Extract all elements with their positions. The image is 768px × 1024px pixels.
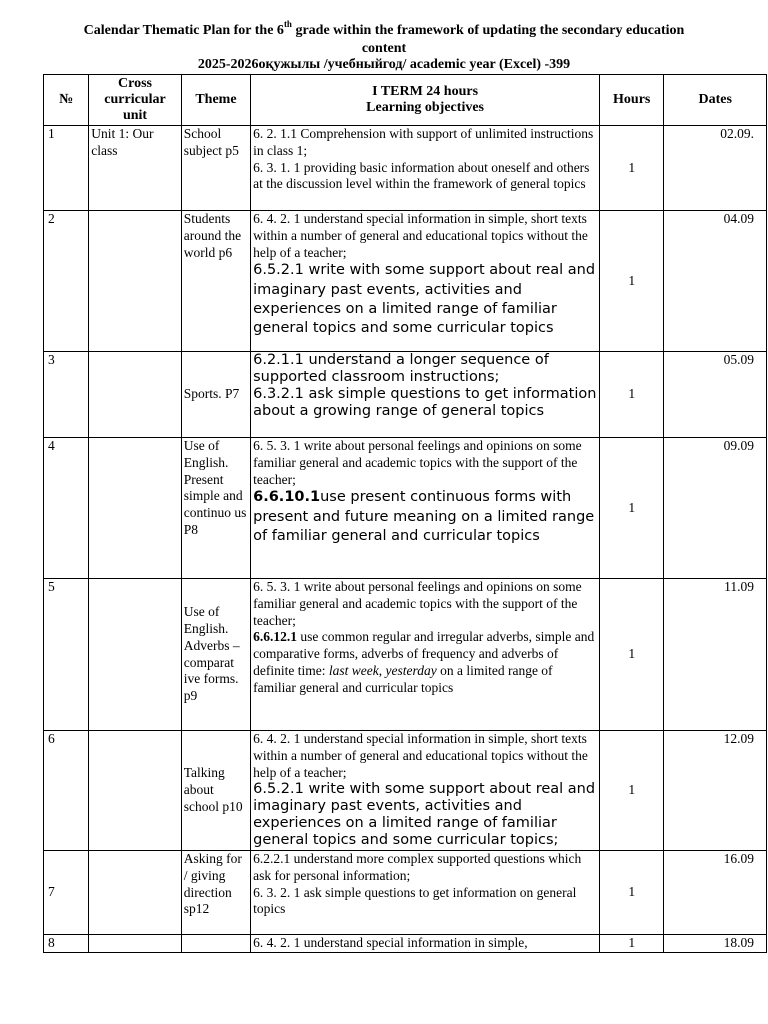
objective-text: 6. 4. 2. 1 understand special information in simple, short texts within a number of general and educational topics without the help of a teacher; <box>253 211 588 260</box>
table-row <box>44 579 767 731</box>
thematic-plan-table <box>43 74 767 953</box>
row-number: 2 <box>44 211 89 352</box>
col-header-dates: Dates <box>664 75 767 126</box>
date-cell: 02.09. <box>664 126 767 211</box>
hours-cell: 1 <box>600 579 664 731</box>
objective-example: last week <box>328 662 379 678</box>
objective-text: 6. 4. 2. 1 understand special information in simple, short texts within a number of general and educational topics without the help of a teacher; <box>253 731 588 780</box>
table-row <box>44 851 767 935</box>
unit-cell <box>89 851 182 935</box>
date-cell: 11.09 <box>664 579 767 731</box>
objectives-label: Learning objectives <box>366 100 484 115</box>
table-row <box>44 352 767 438</box>
objectives-cell <box>251 851 600 935</box>
objectives-cell <box>251 731 600 851</box>
objective-text: 6.2.2.1 understand more complex supported questions which ask for personal information; <box>253 851 582 883</box>
table-row <box>44 731 767 851</box>
hours-cell: 1 <box>600 731 664 851</box>
hours-cell: 1 <box>600 126 664 211</box>
unit-cell <box>89 211 182 352</box>
objective-text: 6. 4. 2. 1 understand special information in simple, <box>253 935 528 950</box>
theme-cell: Asking for / giving direction sp12 <box>181 851 250 935</box>
objectives-cell <box>251 126 600 211</box>
date-cell: 18.09 <box>664 935 767 953</box>
theme-cell: Use of English. Adverbs – comparat ive forms. p9 <box>181 579 250 731</box>
objective-text: on a limited range of familiar general and curricular topics <box>253 662 553 695</box>
document-title-line1: Calendar Thematic Plan for the 6th grade within the framework of updating the secondary education <box>83 19 685 38</box>
date-cell: 09.09 <box>664 438 767 579</box>
table-row <box>44 935 767 953</box>
unit-cell <box>89 731 182 851</box>
objective-text: 6. 5. 3. 1 write about personal feelings and opinions on some familiar general and academic topics with the support of the teacher; <box>253 438 582 487</box>
objective-text: 6.3.2.1 ask simple questions to get information about a growing range of general topics <box>253 386 597 419</box>
theme-cell: Use of English. Present simple and continuo us P8 <box>181 438 250 579</box>
objective-code: 6.6.12.1 <box>253 629 297 645</box>
row-number: 5 <box>44 579 89 731</box>
objective-text: 6. 2. 1.1 Comprehension with support of unlimited instructions in class 1; <box>253 126 594 158</box>
unit-cell <box>89 352 182 438</box>
objectives-cell <box>251 935 600 953</box>
table-row <box>44 211 767 352</box>
col-header-theme: Theme <box>181 75 250 126</box>
table-row <box>44 438 767 579</box>
row-number: 4 <box>44 438 89 579</box>
objective-text: 6. 5. 3. 1 write about personal feelings and opinions on some familiar general and academic topics with the support of the teacher; <box>253 579 582 628</box>
objective-code: 6.6.10.1 <box>253 489 321 506</box>
objective-text: use common regular and irregular adverbs, simple and comparative forms, adverbs of frequency and adverbs of definite time: <box>253 629 595 678</box>
date-cell: 04.09 <box>664 211 767 352</box>
objective-text: 6.2.1.1 understand a longer sequence of supported classroom instructions; <box>253 352 549 385</box>
objectives-cell <box>251 438 600 579</box>
objectives-cell <box>251 579 600 731</box>
row-number: 1 <box>44 126 89 211</box>
hours-cell: 1 <box>600 935 664 953</box>
hours-cell: 1 <box>600 211 664 352</box>
objective-text: 6.5.2.1 write with some support about real and imaginary past events, activities and experiences on a limited range of familiar general topics and some curricular topics; <box>253 781 596 849</box>
theme-cell: Sports. P7 <box>181 352 250 438</box>
hours-cell: 1 <box>600 851 664 935</box>
unit-cell <box>89 438 182 579</box>
col-header-number: № <box>44 75 89 126</box>
theme-cell <box>181 935 250 953</box>
objectives-cell <box>251 352 600 438</box>
objective-text: use present continuous forms with present and future meaning on a limited range of familiar general and curricular topics <box>253 489 595 544</box>
hours-cell: 1 <box>600 438 664 579</box>
objective-example: yesterday <box>385 662 437 678</box>
academic-year-line: 2025-2026оқужылы /учебныйгод/ academic year (Excel) -399 <box>197 57 571 72</box>
col-header-hours: Hours <box>600 75 664 126</box>
col-header-objectives <box>251 75 600 126</box>
row-number: 3 <box>44 352 89 438</box>
hours-cell: 1 <box>600 352 664 438</box>
date-cell: 05.09 <box>664 352 767 438</box>
objective-text: 6. 3. 1. 1 providing basic information about oneself and others at the discussion level within the framework of general topics <box>253 159 590 192</box>
unit-cell <box>89 579 182 731</box>
term-label: I TERM 24 hours <box>372 84 479 99</box>
table-row <box>44 126 767 211</box>
date-cell: 16.09 <box>664 851 767 935</box>
table-header-row <box>44 75 767 126</box>
theme-cell: School subject p5 <box>181 126 250 211</box>
theme-cell: Students around the world p6 <box>181 211 250 352</box>
date-cell: 12.09 <box>664 731 767 851</box>
objective-separator: , <box>378 662 386 678</box>
unit-cell <box>89 935 182 953</box>
row-number: 7 <box>44 851 89 935</box>
objective-text: 6.5.2.1 write with some support about real and imaginary past events, activities and experiences on a limited range of familiar general topics and some curricular topics <box>253 262 596 336</box>
document-title-line2: content <box>361 41 407 56</box>
col-header-cross-curricular: Cross curricular unit <box>89 75 182 126</box>
row-number: 8 <box>44 935 89 953</box>
objectives-cell <box>251 211 600 352</box>
unit-cell: Unit 1: Our class <box>89 126 182 211</box>
objective-text: 6. 3. 2. 1 ask simple questions to get information on general topics <box>253 884 577 917</box>
row-number: 6 <box>44 731 89 851</box>
theme-cell: Talking about school p10 <box>181 731 250 851</box>
